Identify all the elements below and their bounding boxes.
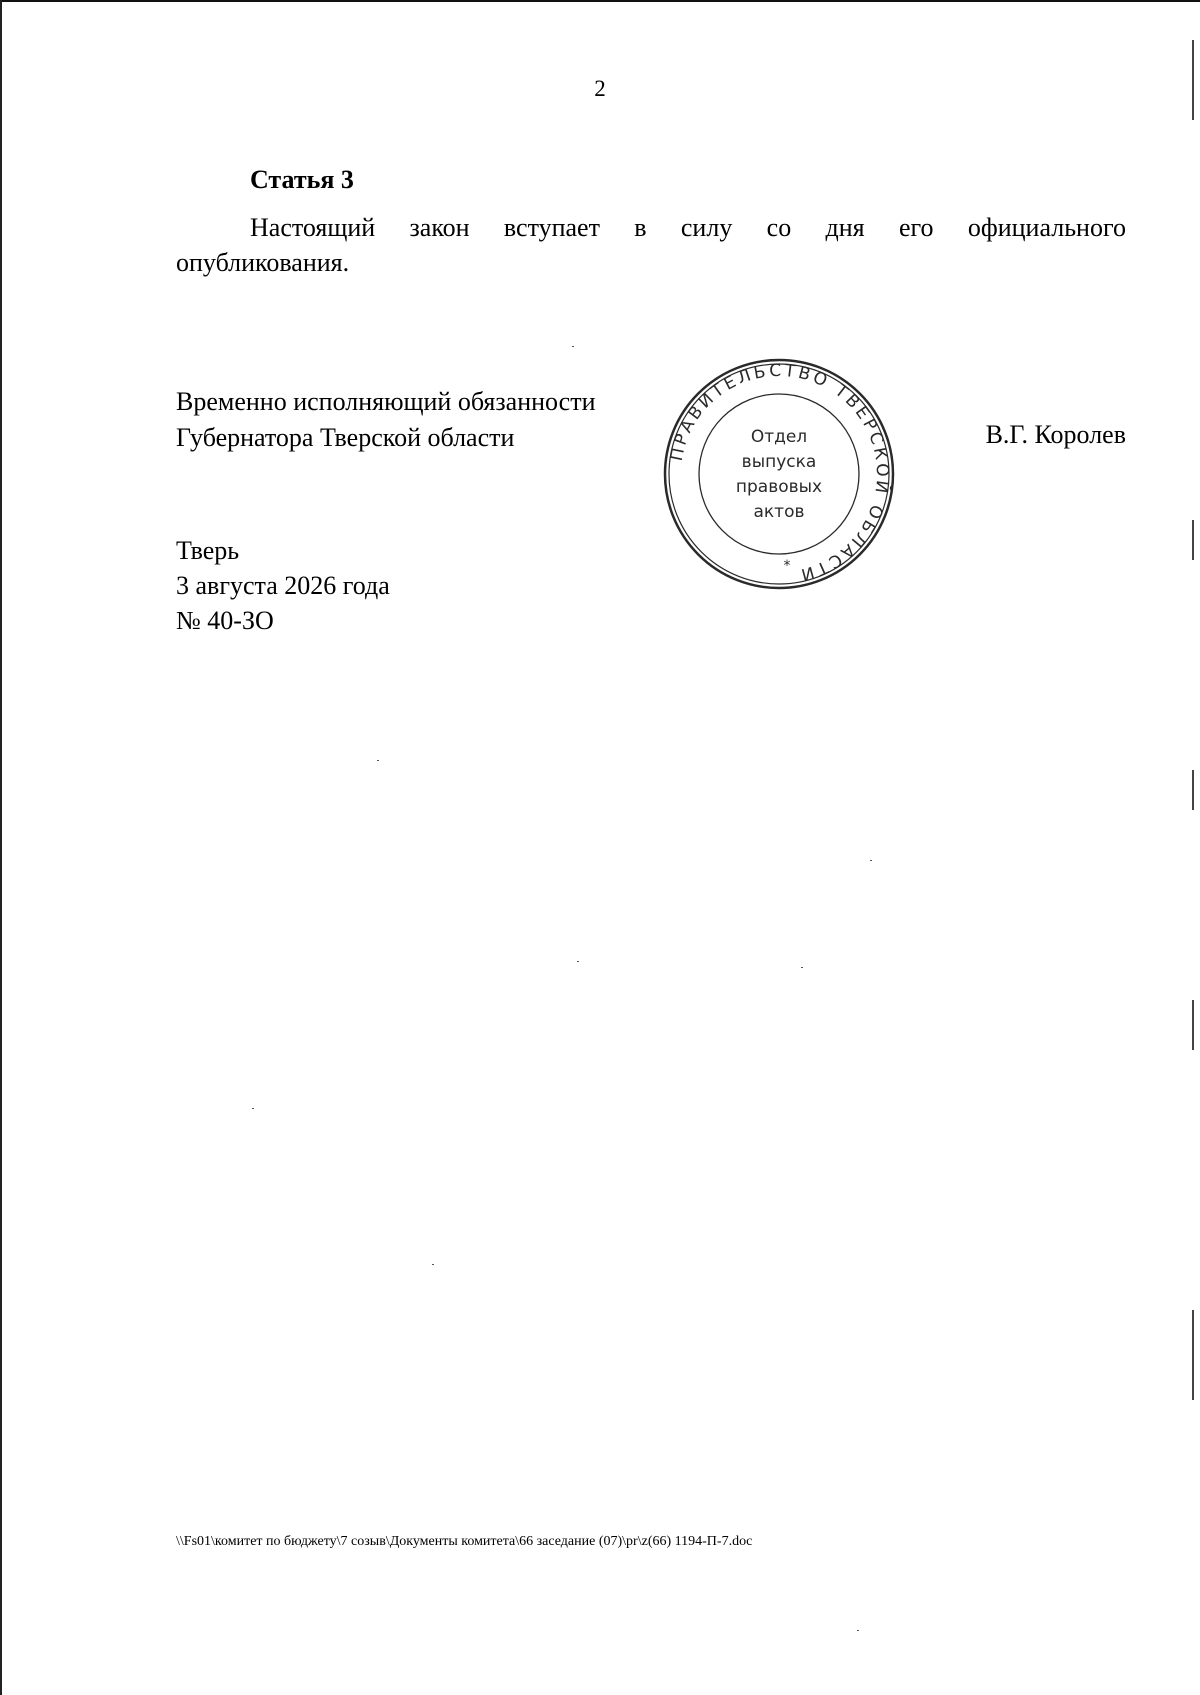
scan-edge-right [1192, 1310, 1194, 1400]
scan-speck [801, 967, 803, 968]
paragraph-word: Настоящий [250, 213, 376, 242]
stamp-inner-line: правовых [735, 477, 823, 497]
stamp-inner-line: актов [753, 502, 805, 522]
scan-edge-left [0, 0, 2, 1695]
scan-speck [377, 760, 379, 761]
scan-speck [857, 1630, 859, 1631]
paragraph-word: со [766, 213, 792, 242]
scan-speck [870, 860, 872, 861]
scan-speck [252, 1108, 254, 1109]
scan-edge-right [1192, 520, 1194, 560]
signatory-title [176, 384, 596, 456]
signatory-title-line: Временно исполняющий обязанности [176, 387, 596, 416]
article-paragraph [176, 210, 1126, 280]
place-date-number [176, 533, 390, 638]
stamp-outer-text: ПРАВИТЕЛЬСТВО ТВЕРСКОЙ ОБЛАСТИ [666, 360, 893, 586]
signatory-name: В.Г. Королев [985, 420, 1126, 449]
place: Тверь [176, 536, 240, 565]
paragraph-word: дня [825, 213, 865, 242]
stamp-inner-line: Отдел [750, 427, 808, 447]
stamp-inner-ring [699, 394, 859, 554]
scan-speck [432, 1264, 434, 1265]
date: 3 августа 2026 года [176, 571, 390, 600]
signatory-title-line: Губернатора Тверской области [176, 423, 515, 452]
scan-speck [572, 346, 574, 347]
paragraph-word: его [898, 213, 934, 242]
footer-file-path: \\Fs01\комитет по бюджету\7 созыв\Документы комитета\66 заседание (07)\pr\z(66) 1194-П-7.doc [176, 1534, 753, 1549]
scan-edge-right [1192, 1000, 1194, 1050]
paragraph-word: в [634, 213, 647, 242]
paragraph-line-2: опубликования. [176, 248, 350, 277]
document-number: № 40-ЗО [176, 606, 274, 635]
paragraph-word: закон [409, 213, 470, 242]
article-heading: Статья 3 [250, 165, 354, 194]
page-number: 2 [594, 76, 606, 101]
stamp-star: * [783, 558, 791, 574]
paragraph-word: вступает [503, 213, 600, 242]
scan-speck [577, 961, 579, 962]
scan-edge-top [0, 0, 1200, 2]
scan-edge-right [1192, 770, 1194, 810]
official-seal-stamp [661, 356, 897, 592]
stamp-inner-line: выпуска [741, 452, 817, 472]
paragraph-line-1 [176, 210, 1126, 245]
paragraph-word: силу [680, 213, 733, 242]
paragraph-word: официального [967, 213, 1126, 242]
